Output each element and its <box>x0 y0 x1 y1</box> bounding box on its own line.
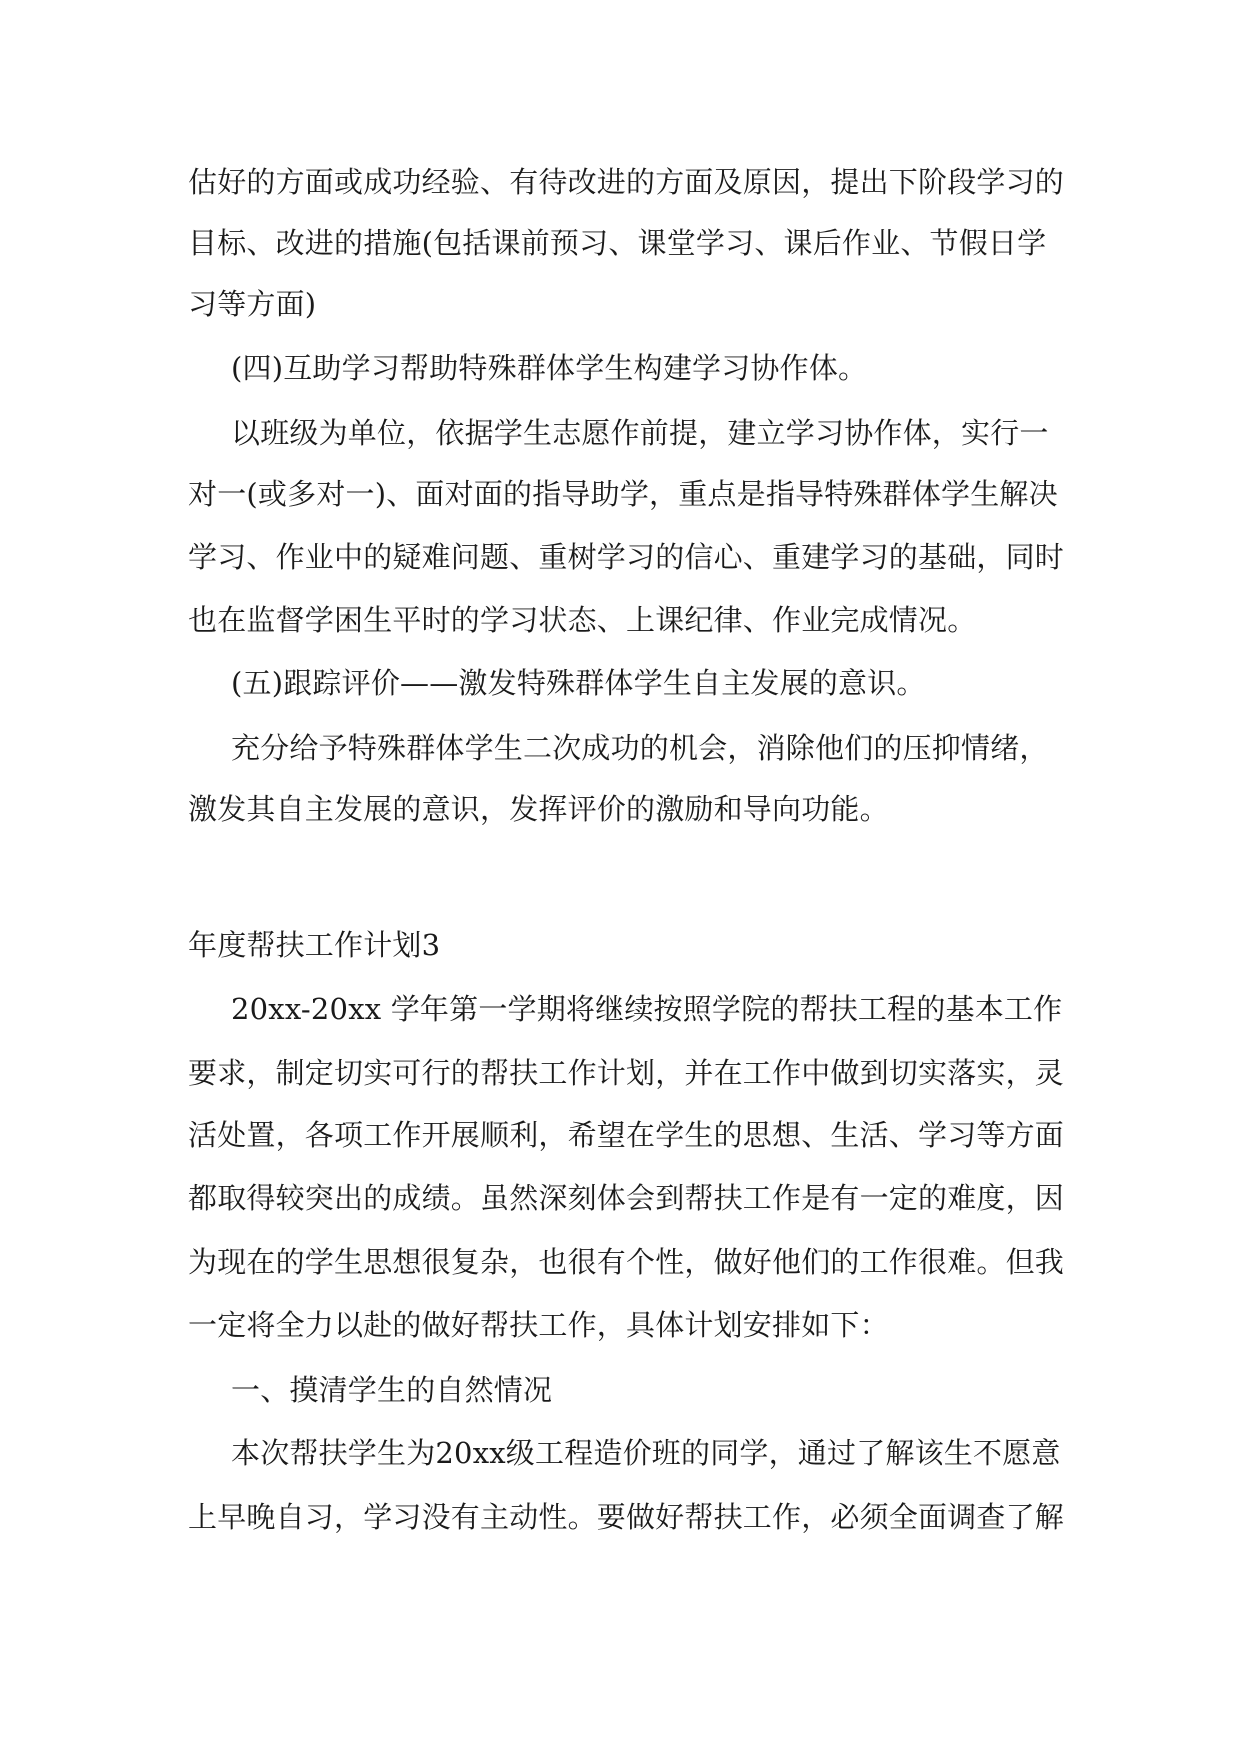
document-page <box>188 0 1068 1754</box>
paragraph-line: 对一(或多对一)、面对面的指导助学，重点是指导特殊群体学生解决 <box>188 477 1058 511</box>
paragraph-line: 要求，制定切实可行的帮扶工作计划，并在工作中做到切实落实，灵 <box>188 1056 1065 1090</box>
paragraph-line: 本次帮扶学生为20xx级工程造价班的同学，通过了解该生不愿意 <box>231 1436 1061 1470</box>
paragraph-line: 目标、改进的措施(包括课前预习、课堂学习、课后作业、节假日学 <box>188 226 1047 260</box>
paragraph-line: 也在监督学困生平时的学习状态、上课纪律、作业完成情况。 <box>188 603 977 637</box>
paragraph-line: 都取得较突出的成绩。虽然深刻体会到帮扶工作是有一定的难度，因 <box>188 1181 1065 1215</box>
paragraph-line: 以班级为单位，依据学生志愿作前提，建立学习协作体，实行一 <box>231 416 1049 450</box>
section-heading-one: 一、摸清学生的自然情况 <box>231 1373 553 1407</box>
section-heading-four: (四)互助学习帮助特殊群体学生构建学习协作体。 <box>231 351 868 385</box>
section-heading-five: (五)跟踪评价——激发特殊群体学生自主发展的意识。 <box>231 666 926 700</box>
paragraph-line: 习等方面) <box>188 287 317 321</box>
paragraph-line: 一定将全力以赴的做好帮扶工作，具体计划安排如下： <box>188 1308 889 1342</box>
paragraph-line: 学习、作业中的疑难问题、重树学习的信心、重建学习的基础，同时 <box>188 540 1065 574</box>
paragraph-line: 激发其自主发展的意识，发挥评价的激励和导向功能。 <box>188 792 889 826</box>
paragraph-line: 活处置，各项工作开展顺利，希望在学生的思想、生活、学习等方面 <box>188 1118 1065 1152</box>
paragraph-line: 为现在的学生思想很复杂，也很有个性，做好他们的工作很难。但我 <box>188 1245 1065 1279</box>
plan-title: 年度帮扶工作计划3 <box>188 928 441 962</box>
paragraph-line: 20xx-20xx 学年第一学期将继续按照学院的帮扶工程的基本工作 <box>231 992 1063 1026</box>
paragraph-line: 充分给予特殊群体学生二次成功的机会，消除他们的压抑情绪， <box>231 731 1049 765</box>
paragraph-line: 估好的方面或成功经验、有待改进的方面及原因，提出下阶段学习的 <box>188 165 1065 199</box>
paragraph-line: 上早晚自习，学习没有主动性。要做好帮扶工作，必须全面调查了解 <box>188 1500 1065 1534</box>
